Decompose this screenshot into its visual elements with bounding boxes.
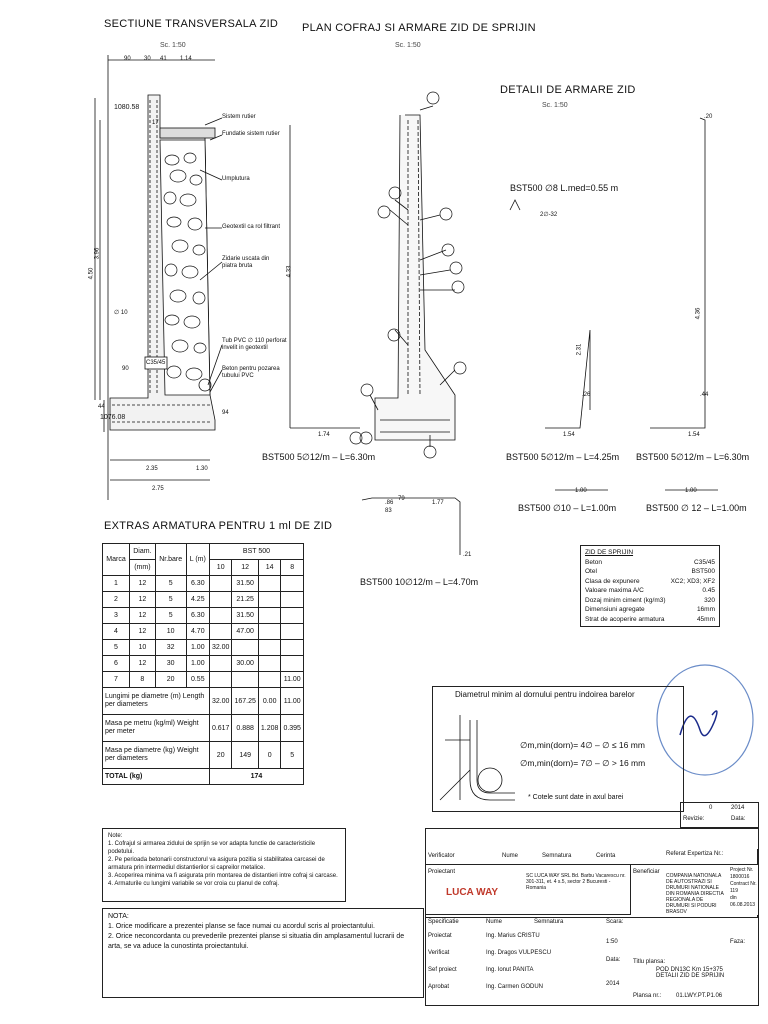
tb-scara: 1:50 bbox=[606, 939, 618, 945]
table-cell: 6.30 bbox=[186, 576, 209, 592]
dim-h44: 44 bbox=[98, 404, 105, 410]
table-cell bbox=[258, 576, 281, 592]
notes-2: 2. Pe perioada betonarii constructorul va asigura pozitia si stabilitatea carcasei de armatura prin intermediul distantierilor si capreilor metalice. bbox=[108, 857, 325, 871]
label-zidarie: Zidarie uscata din piatra bruta bbox=[222, 256, 270, 269]
detail-scale: Sc. 1:50 bbox=[542, 102, 568, 109]
mass-m-label: Masa pe metru (kg/ml) Weight per meter bbox=[103, 715, 210, 742]
tb-role: Verificat bbox=[428, 950, 450, 956]
dim-top-0: 90 bbox=[124, 56, 131, 62]
revizie-no: 0 bbox=[709, 805, 713, 811]
notes-title: Note: bbox=[108, 833, 123, 839]
table-cell: 5 bbox=[155, 608, 186, 624]
notes-1: 1. Cofrajul si armarea zidului de sprijin se vor adapta functie de caracteristicile podetului. bbox=[108, 841, 316, 855]
table-cell bbox=[209, 672, 232, 688]
dim-h2: 3.96 bbox=[94, 247, 101, 260]
callout-bar-1: BST500 5∅12/m – L=6.30m bbox=[262, 452, 376, 462]
zid-key: Clasa de expunere bbox=[585, 577, 640, 585]
dim-h94: 94 bbox=[222, 410, 229, 416]
tb-data-label: Data: bbox=[606, 957, 621, 963]
dim-d100a: 1.00 bbox=[575, 488, 587, 494]
tb-contract-label: Contract Nr. bbox=[730, 881, 757, 887]
table-cell bbox=[258, 592, 281, 608]
dim-top-2: 41 bbox=[160, 56, 167, 62]
mandrel-r1: ∅m,min(dorn)= 4∅ – ∅ ≤ 16 mm bbox=[520, 740, 645, 750]
mass-d-1: 149 bbox=[232, 742, 258, 769]
mandrel-r2: ∅m,min(dorn)= 7∅ – ∅ > 16 mm bbox=[520, 758, 646, 768]
table-cell: 7 bbox=[103, 672, 130, 688]
table-cell bbox=[258, 640, 281, 656]
table-cell: 12 bbox=[130, 608, 156, 624]
table-row bbox=[103, 640, 304, 656]
label-fundatie: Fundatie sistem rutier bbox=[222, 131, 280, 137]
table-cell: 31.50 bbox=[232, 576, 258, 592]
zid-value: 320 bbox=[704, 596, 715, 604]
dim-d433: 4.33 bbox=[286, 265, 293, 278]
table-cell: 5 bbox=[103, 640, 130, 656]
table-cell: 12 bbox=[130, 592, 156, 608]
table-cell: 32.00 bbox=[209, 640, 232, 656]
tb-contract-nr: 119 bbox=[730, 888, 738, 894]
tb-role-name: Ing. Marius CRISTU bbox=[486, 933, 540, 939]
tb-company: LUCA WAY bbox=[446, 887, 499, 898]
table-cell: 4.70 bbox=[186, 624, 209, 640]
table-cell bbox=[281, 656, 304, 672]
tb-plansa: 01.LWY.PT.P1.06 bbox=[676, 993, 723, 999]
total-label: TOTAL (kg) bbox=[103, 769, 210, 785]
zid-value: C35/45 bbox=[694, 558, 715, 566]
dim-h1: 4.50 bbox=[88, 267, 95, 280]
tb-role: Proiectat bbox=[428, 933, 452, 939]
dim-h17: 17 bbox=[152, 120, 159, 126]
table-cell: 0.55 bbox=[186, 672, 209, 688]
th-mm: (mm) bbox=[130, 560, 156, 576]
tb-titlu: POD DN13C Km 15+375 DETALII ZID DE SPRIJIN bbox=[656, 967, 725, 979]
dim-d83: 83 bbox=[385, 508, 392, 514]
revizie-label: Revizie: bbox=[683, 816, 705, 822]
zid-row bbox=[585, 605, 715, 615]
tb-project-label: Project Nr. bbox=[730, 867, 754, 873]
table-cell: 6 bbox=[103, 656, 130, 672]
callout-bar-7-sub: 2∅-32 bbox=[540, 212, 558, 218]
table-cell bbox=[281, 576, 304, 592]
th-d12: 12 bbox=[232, 560, 258, 576]
tb-project-block bbox=[730, 867, 758, 909]
table-cell bbox=[258, 608, 281, 624]
th-d10: 10 bbox=[209, 560, 232, 576]
mass-m-1: 0.888 bbox=[232, 715, 258, 742]
zid-value: 16mm bbox=[696, 606, 715, 613]
th-l: L (m) bbox=[186, 544, 209, 576]
tb-nume2: Nume bbox=[486, 919, 503, 925]
dim-d86: .86 bbox=[385, 500, 394, 506]
length-label: Lungimi pe diametre (m) Length per diameters bbox=[103, 688, 210, 715]
dim-w90: 90 bbox=[122, 366, 129, 372]
zid-value: XC2; XD3; XF2 bbox=[670, 577, 715, 585]
th-bst: BST 500 bbox=[209, 544, 303, 560]
mass-d-3: 5 bbox=[281, 742, 304, 769]
dim-top-3: 1.14 bbox=[180, 56, 192, 62]
callout-bar-5: BST500 ∅10 – L=1.00m bbox=[518, 503, 617, 513]
table-cell: 11.00 bbox=[281, 672, 304, 688]
tb-scara-label: Scara: bbox=[606, 919, 624, 925]
revizie-data: Data: bbox=[731, 816, 746, 822]
zid-row bbox=[585, 586, 715, 596]
dim-d10: ∅ 10 bbox=[114, 310, 128, 316]
table-cell: 2 bbox=[103, 592, 130, 608]
table-cell bbox=[258, 624, 281, 640]
total-value: 174 bbox=[209, 769, 303, 785]
detail-title: DETALII DE ARMARE ZID bbox=[500, 84, 636, 96]
table-cell: 21.25 bbox=[232, 592, 258, 608]
dim-w235: 2.35 bbox=[146, 466, 158, 472]
length-2: 0.00 bbox=[258, 688, 281, 715]
table-cell: 1 bbox=[103, 576, 130, 592]
extras-table bbox=[102, 543, 304, 785]
zid-value: BST500 bbox=[691, 568, 715, 575]
table-row bbox=[103, 656, 304, 672]
dim-d44: .44 bbox=[700, 392, 709, 398]
dim-w130: 1.30 bbox=[196, 466, 208, 472]
mass-d-label: Masa pe diametre (kg) Weight per diameters bbox=[103, 742, 210, 769]
callout-bar-6: BST500 ∅ 12 – L=1.00m bbox=[646, 503, 747, 513]
tb-role: Aprobat bbox=[428, 984, 450, 990]
dim-d177: 1.77 bbox=[432, 500, 444, 506]
label-beton-pozare: Beton pentru pozarea tubului PVC bbox=[222, 366, 280, 379]
tb-semnatura2: Semnatura bbox=[534, 919, 564, 925]
notes-4: 4. Armaturile cu lungimi variabile se vor croia cu planul de cofraj. bbox=[108, 881, 280, 887]
zid-key: Otel bbox=[585, 568, 597, 575]
table-cell bbox=[209, 656, 232, 672]
table-cell bbox=[232, 640, 258, 656]
tb-cerinta: Cerinta bbox=[596, 853, 616, 859]
tb-verificator: Verificator bbox=[428, 853, 455, 859]
tb-year: 2014 bbox=[606, 981, 620, 987]
length-0: 32.00 bbox=[209, 688, 232, 715]
th-marca: Marca bbox=[103, 544, 130, 576]
tb-faza-label: Faza: bbox=[730, 939, 746, 945]
dim-w275: 2.75 bbox=[152, 486, 164, 492]
table-cell: 10 bbox=[130, 640, 156, 656]
table-cell: 5 bbox=[155, 592, 186, 608]
label-sistem-rutier: Sistem rutier bbox=[222, 114, 256, 120]
zid-row bbox=[585, 615, 715, 625]
table-cell: 47.00 bbox=[232, 624, 258, 640]
mass-m-3: 0.395 bbox=[281, 715, 304, 742]
section-title: SECTIUNE TRANSVERSALA ZID bbox=[104, 18, 279, 30]
table-cell bbox=[232, 672, 258, 688]
callout-bar-2: BST500 5∅12/m – L=4.25m bbox=[506, 452, 620, 462]
callout-bar-7: BST500 ∅8 L.med=0.55 m bbox=[510, 183, 619, 193]
table-cell: 12 bbox=[130, 624, 156, 640]
table-row bbox=[103, 576, 304, 592]
table-cell bbox=[281, 624, 304, 640]
tb-specificatie: Specificatie bbox=[428, 919, 459, 925]
zid-key: Beton bbox=[585, 558, 602, 566]
extras-title: EXTRAS ARMATURA PENTRU 1 ml DE ZID bbox=[104, 520, 333, 532]
callout-bar-3: BST500 5∅12/m – L=6.30m bbox=[636, 452, 750, 462]
tb-referat: Referat Expertiza Nr.: bbox=[666, 851, 724, 857]
section-scale: Sc. 1:50 bbox=[160, 42, 186, 49]
tb-role-name: Ing. Carmen GODUN bbox=[486, 984, 544, 990]
tb-role: Sef proiect bbox=[428, 967, 457, 973]
table-cell: 30.00 bbox=[232, 656, 258, 672]
mass-m-0: 0.617 bbox=[209, 715, 232, 742]
tb-role-name: Ing. Dragos VULPESCU bbox=[486, 950, 552, 956]
dim-d20: .20 bbox=[704, 114, 713, 120]
table-cell: 10 bbox=[155, 624, 186, 640]
table-cell bbox=[281, 640, 304, 656]
tb-contract-date: din 06.08.2013 bbox=[730, 895, 756, 908]
tb-titlu-label: Titlu plansa: bbox=[633, 959, 666, 965]
plan-view bbox=[290, 92, 466, 458]
nota-title: NOTA: bbox=[108, 913, 129, 920]
table-cell: 1.00 bbox=[186, 656, 209, 672]
zid-key: Strat de acoperire armatura bbox=[585, 615, 665, 623]
label-tub-pvc: Tub PVC ∅ 110 perforat invelit in geotextil bbox=[222, 338, 287, 351]
label-umplutura: Umplutura bbox=[222, 176, 250, 182]
table-cell: 6.30 bbox=[186, 608, 209, 624]
mandrel-title: Diametrul minim al dornului pentru indoirea barelor bbox=[455, 690, 635, 699]
mass-m-2: 1.208 bbox=[258, 715, 281, 742]
table-cell: 12 bbox=[130, 656, 156, 672]
revizie-box bbox=[680, 802, 759, 828]
th-diam: Diam. bbox=[130, 544, 156, 560]
table-cell: 4.25 bbox=[186, 592, 209, 608]
tb-role-name: Ing. Ionut PANITA bbox=[486, 967, 534, 973]
th-d14: 14 bbox=[258, 560, 281, 576]
tb-beneficiar-info: COMPANIA NATIONALA DE AUTOSTRAZI SI DRUMURI NATIONALE DIN ROMANIA DIRECTIA REGIONALA DE DRUMURI SI PODURI BRASOV bbox=[666, 873, 724, 915]
table-cell bbox=[258, 656, 281, 672]
dim-c35: C35/45 bbox=[146, 360, 166, 366]
tb-plansa-label: Plansa nr.: bbox=[633, 993, 662, 999]
length-3: 11.00 bbox=[281, 688, 304, 715]
nota-box bbox=[102, 908, 424, 998]
callout-bar-4: BST500 10∅12/m – L=4.70m bbox=[360, 577, 479, 587]
notes-box bbox=[102, 828, 346, 902]
signature bbox=[680, 711, 717, 736]
table-cell: 1.00 bbox=[186, 640, 209, 656]
dim-d174: 1.74 bbox=[318, 432, 330, 438]
table-row bbox=[103, 624, 304, 640]
zid-value: 0.45 bbox=[702, 587, 715, 594]
table-cell: 12 bbox=[130, 576, 156, 592]
table-cell: 30 bbox=[155, 656, 186, 672]
table-cell bbox=[209, 608, 232, 624]
table-row bbox=[103, 608, 304, 624]
table-cell bbox=[209, 624, 232, 640]
table-cell bbox=[209, 576, 232, 592]
table-cell bbox=[209, 592, 232, 608]
table-row bbox=[103, 592, 304, 608]
plan-title: PLAN COFRAJ SI ARMARE ZID DE SPRIJIN bbox=[302, 22, 536, 34]
zid-key: Valoare maxima A/C bbox=[585, 587, 644, 594]
dim-d436: 4.36 bbox=[695, 307, 702, 320]
zid-title: ZID DE SPRIJIN bbox=[585, 549, 634, 556]
tb-nume: Nume bbox=[502, 853, 519, 859]
zid-value: 45mm bbox=[696, 615, 715, 623]
table-cell: 20 bbox=[155, 672, 186, 688]
mass-d-2: 0 bbox=[258, 742, 281, 769]
th-nrbare: Nr.bare bbox=[155, 544, 186, 576]
table-cell: 8 bbox=[130, 672, 156, 688]
plan-scale: Sc. 1:50 bbox=[395, 42, 421, 49]
nota-2: 2. Orice neconcordanta cu prevederile prezentei planse si situatia din amplasamentul lucrarii de arta, se va aduce la cunostinta proiectantului. bbox=[108, 933, 405, 950]
dim-d154b: 1.54 bbox=[688, 432, 700, 438]
revizie-year: 2014 bbox=[731, 805, 745, 811]
elev-bot: 1076.08 bbox=[100, 414, 126, 421]
table-row bbox=[103, 672, 304, 688]
zid-key: Dozaj minim ciment (kg/m3) bbox=[585, 596, 666, 604]
title-block bbox=[425, 828, 759, 1006]
elev-top: 1080.58 bbox=[114, 104, 140, 111]
notes-3: 3. Acoperirea minima va fi asigurata prin montarea de distantieri intre cofraj si carcase. bbox=[108, 873, 338, 879]
dim-d26: .26 bbox=[582, 392, 591, 398]
zid-row bbox=[585, 577, 715, 587]
tb-project-nr: 1800016 bbox=[730, 874, 750, 880]
table-cell: 3 bbox=[103, 608, 130, 624]
mass-d-0: 20 bbox=[209, 742, 232, 769]
tb-semnatura: Semnatura bbox=[542, 853, 572, 859]
tb-company-info: SC LUCA WAY SRL Bd. Barbu Vacarescu nr. 301-311, et. 4 s.5, sector 2 Bucuresti - Romania bbox=[526, 873, 626, 891]
length-1: 167.25 bbox=[232, 688, 258, 715]
table-cell: 31.50 bbox=[232, 608, 258, 624]
table-cell: 32 bbox=[155, 640, 186, 656]
table-cell bbox=[281, 608, 304, 624]
table-cell bbox=[258, 672, 281, 688]
label-geotextil: Geotextil ca rol filtrant bbox=[222, 224, 281, 230]
tb-proiectant: Proiectant bbox=[428, 869, 456, 875]
table-cell bbox=[281, 592, 304, 608]
nota-1: 1. Orice modificare a prezentei planse se face numai cu acordul scris al proiectantului. bbox=[108, 923, 375, 930]
dim-top-1: 30 bbox=[144, 56, 151, 62]
zid-key: Dimensiuni agregate bbox=[585, 606, 645, 613]
dim-d154a: 1.54 bbox=[563, 432, 575, 438]
zid-row bbox=[585, 558, 715, 568]
table-cell: 5 bbox=[155, 576, 186, 592]
table-cell: 4 bbox=[103, 624, 130, 640]
tb-beneficiar: Beneficiar bbox=[633, 869, 660, 875]
dim-d21: .21 bbox=[463, 552, 472, 558]
dim-d79: 79 bbox=[398, 496, 405, 502]
zid-spec bbox=[580, 545, 720, 627]
dim-d231: 2.31 bbox=[576, 343, 583, 356]
zid-row bbox=[585, 567, 715, 577]
mandrel-note: * Cotele sunt date in axul barei bbox=[528, 794, 624, 801]
th-d8: 8 bbox=[281, 560, 304, 576]
dim-d100b: 1.00 bbox=[685, 488, 697, 494]
zid-row bbox=[585, 596, 715, 606]
